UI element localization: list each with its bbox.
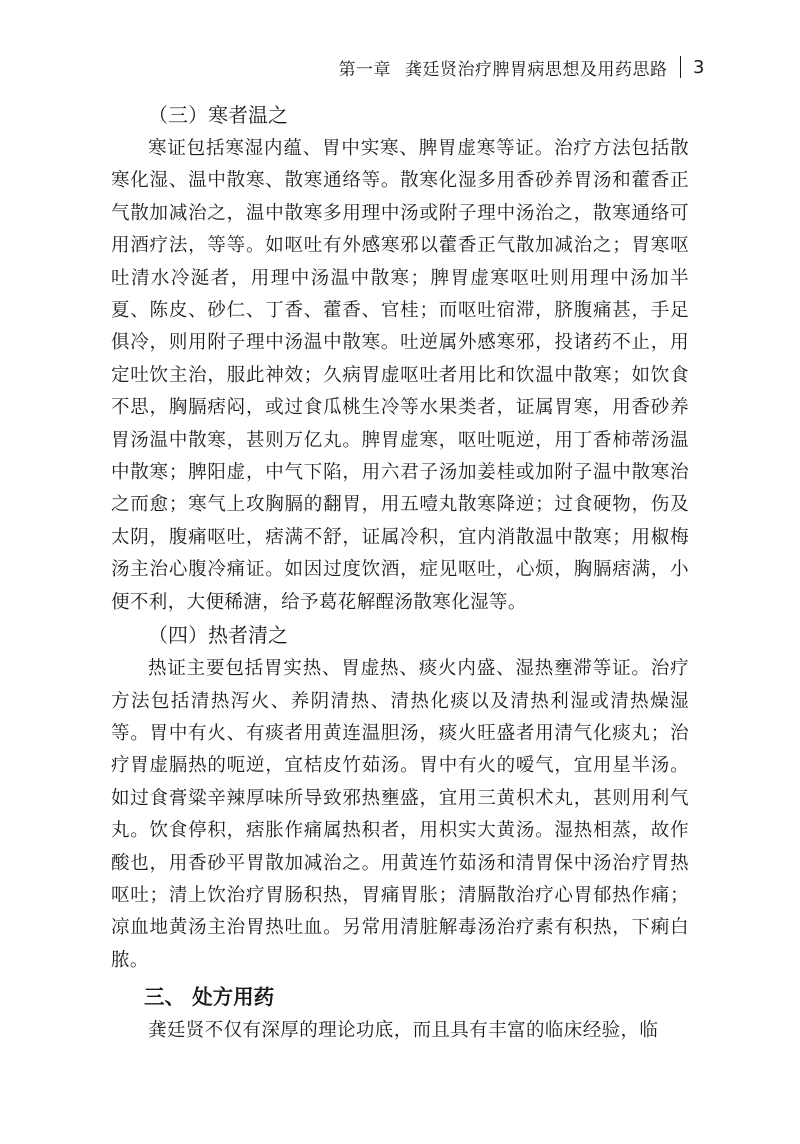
paragraph-prescription: 龚廷贤不仅有深厚的理论功底，而且具有丰富的临床经验，临 [148,1020,659,1042]
header-divider [680,56,682,78]
section-heading-heat: （四）热者清之 [148,623,288,648]
page-number: 3 [693,56,705,78]
running-header [339,52,705,82]
chapter-title: 龚廷贤治疗脾胃病思想及用药思路 [405,59,668,80]
paragraph-cold-treatment: 寒证包括寒湿内蕴、胃中实寒、脾胃虚寒等证。治疗方法包括散寒化湿、温中散寒、散寒通络等。散寒化湿多用香砂养胃汤和藿香正气散加减治之，温中散寒多用理中汤或附子理中汤治之，散寒通络可用酒疗法，等等。如呕吐有外感寒邪以藿香正气散加减治之；胃寒呕吐清水冷涎者，用理中汤温中散寒；脾胃虚寒呕吐则用理中汤加半夏、陈皮、砂仁、丁香、藿香、官桂；而呕吐宿滞，脐腹痛甚，手足俱冷，则用附子理中汤温中散寒。吐逆属外感寒邪，投诸药不止，用定吐饮主治，服此神效；久病胃虚呕吐者用比和饮温中散寒；如饮食不思，胸膈痞闷，或过食瓜桃生冷等水果类者，证属胃寒，用香砂养胃汤温中散寒，甚则万亿丸。脾胃虚寒，呕吐呃逆，用丁香柿蒂汤温中散寒；脾阳虚，中气下陷，用六君子汤加姜桂或加附子温中散寒治之而愈；寒气上攻胸膈的翻胃，用五噎丸散寒降逆；过食硬物，伤及太阴，腹痛呕吐，痞满不舒，证属冷积，宜内消散温中散寒；用椒梅汤主治心腹冷痛证。如因过度饮酒，症见呕吐，心烦，胸膈痞满，小便不利，大便稀溏，给予葛花解酲汤散寒化湿等。 [111,138,689,613]
paragraph-heat-treatment: 热证主要包括胃实热、胃虚热、痰火内盛、湿热壅滞等证。治疗方法包括清热泻火、养阴清热、清热化痰以及清热利湿或清热燥湿等。胃中有火、有痰者用黄连温胆汤，痰火旺盛者用清气化痰丸；治疗胃虚膈热的呃逆，宜桔皮竹茹汤。胃中有火的嗳气，宜用星半汤。如过食膏粱辛辣厚味所导致邪热壅盛，宜用三黄枳术丸，甚则用利气丸。饮食停积，痞胀作痛属热积者，用枳实大黄汤。湿热相蒸，故作酸也，用香砂平胃散加减治之。用黄连竹茹汤和清胃保中汤治疗胃热呕吐；清上饮治疗胃肠积热，胃痛胃胀；清膈散治疗心胃郁热作痛；凉血地黄汤主治胃热吐血。另常用清脏解毒汤治疗素有积热，下痢白脓。 [111,658,689,971]
section-heading-prescription: 三、 处方用药 [144,985,275,1010]
page-body [111,99,689,1048]
chapter-label: 第一章 [338,59,392,80]
section-heading-cold: （三）寒者温之 [148,103,288,127]
